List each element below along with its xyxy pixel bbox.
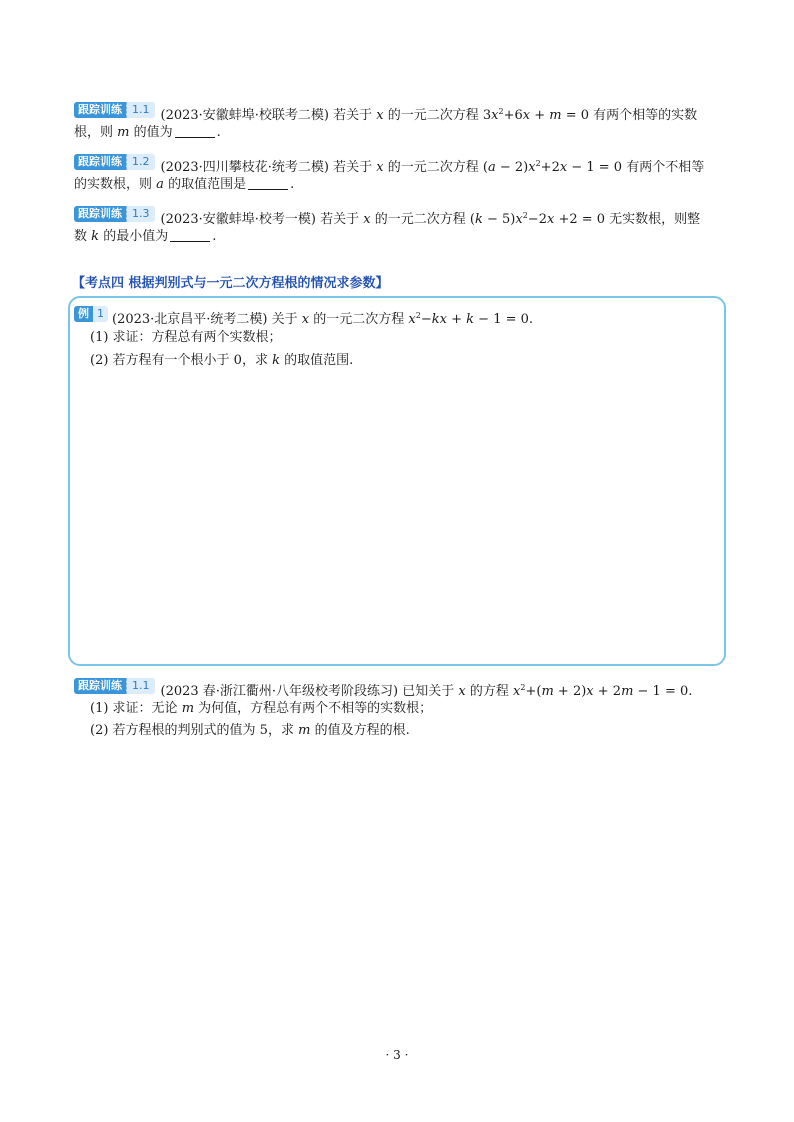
training-tag: 跟踪训练 1.1 xyxy=(74,102,155,118)
training-tag: 跟踪训练 1.1 xyxy=(74,678,155,694)
training-3-line-1: 跟踪训练 1.3 (2023·安徽蚌埠·校考一模) 若关于 x 的一元二次方程 $(k - 5)x^2-2x +2 = 0$ 无实数根，则整 xyxy=(74,206,700,229)
page-number: · 3 · xyxy=(385,1048,409,1062)
training-1-line-1: 跟踪训练 1.1 (2023·安徽蚌埠·校联考二模) 若关于 x 的一元二次方程 $3x^2+6x + m = 0$ 有两个相等的实数 xyxy=(74,102,697,125)
answer-blank[interactable] xyxy=(170,228,210,242)
training-4-line-1: 跟踪训练 1.1 (2023 春·浙江衢州·八年级校考阶段练习) 已知关于 x 的方程 $x^2+(m + 2)x + 2m - 1 = 0$. xyxy=(74,678,692,701)
training-4-question-2: (2) 若方程根的判别式的值为 5，求 m 的值及方程的根. xyxy=(90,723,410,738)
example-tag: 例 1 xyxy=(74,306,108,322)
training-2-line-2: 的实数根，则 a 的取值范围是 . xyxy=(74,177,295,192)
training-tag: 跟踪训练 1.3 xyxy=(74,206,155,222)
example-question-2: (2) 若方程有一个根小于 0，求 k 的取值范围. xyxy=(90,353,354,368)
example-question-1: (1) 求证：方程总有两个实数根； xyxy=(90,330,282,345)
training-3-line-2: 数 k 的最小值为 . xyxy=(74,229,217,244)
training-4-question-1: (1) 求证：无论 m 为何值，方程总有两个不相等的实数根； xyxy=(90,701,433,716)
answer-blank[interactable] xyxy=(175,124,215,138)
training-1-line-2: 根，则 m 的值为 . xyxy=(74,125,221,140)
training-tag: 跟踪训练 1.2 xyxy=(74,154,155,170)
section-heading: 【考点四 根据判别式与一元二次方程根的情况求参数】 xyxy=(72,276,389,291)
training-2-line-1: 跟踪训练 1.2 (2023·四川攀枝花·统考二模) 若关于 x 的一元二次方程 $(a - 2)x^2+2x - 1 = 0$ 有两个不相等 xyxy=(74,154,704,177)
answer-blank[interactable] xyxy=(248,176,288,190)
example-line-1: 例 1 (2023·北京昌平·统考二模) 关于 x 的一元二次方程 $x^2-kx + k - 1 = 0$. xyxy=(74,306,533,329)
